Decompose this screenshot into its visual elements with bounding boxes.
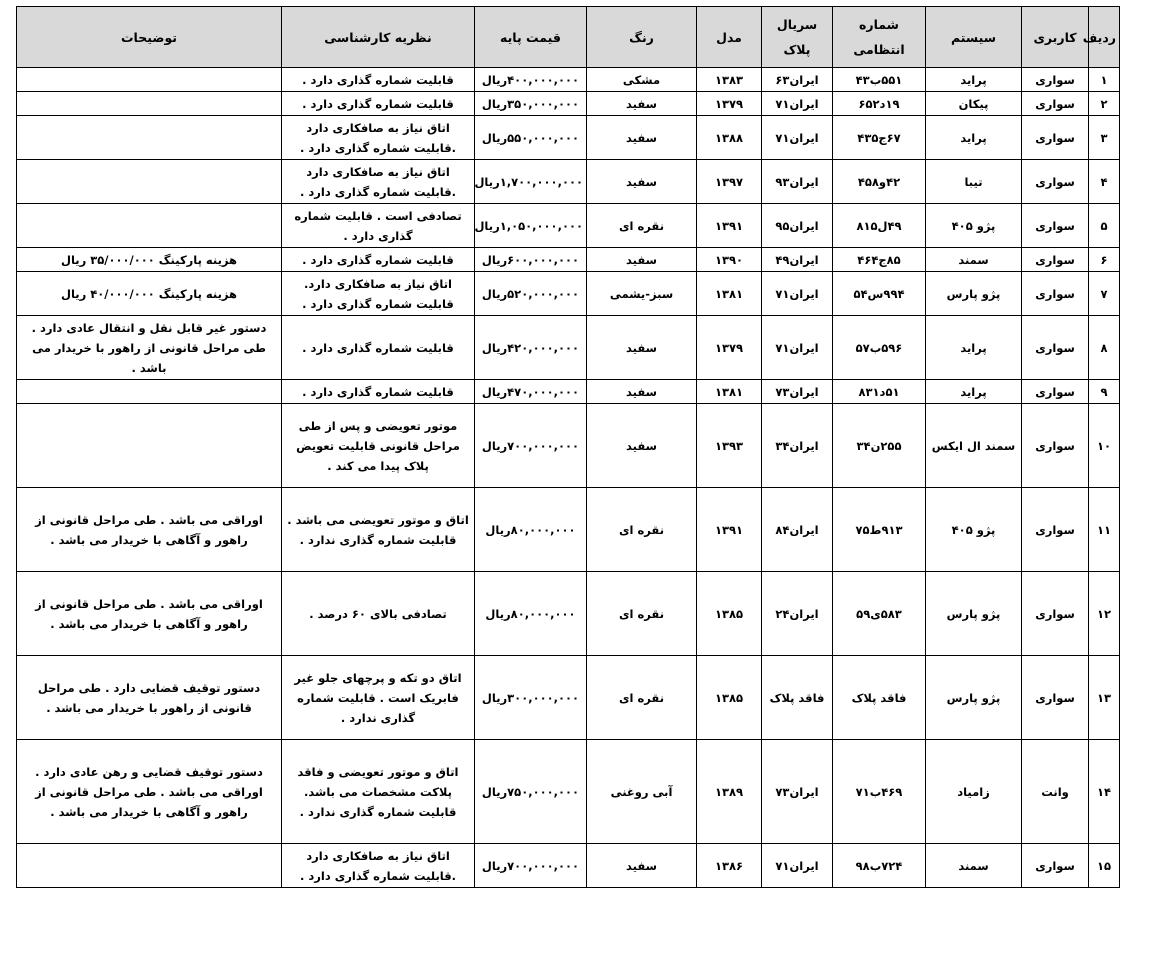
cell-row-number: ۱۳	[1089, 656, 1120, 740]
cell-system: پیکان	[926, 92, 1022, 116]
cell-police-number: ۴۲و۴۵۸	[833, 160, 926, 204]
cell-police-number: ۴۶۹ب۷۱	[833, 740, 926, 844]
cell-row-number: ۱۰	[1089, 404, 1120, 488]
cell-row-number: ۱۲	[1089, 572, 1120, 656]
cell-plate-serial: ایران۲۴	[762, 572, 833, 656]
cell-usage: سواری	[1022, 116, 1089, 160]
cell-notes	[17, 844, 282, 888]
table-row	[17, 656, 1120, 740]
cell-system: پژو پارس	[926, 572, 1022, 656]
cell-color: آبی روغنی	[587, 740, 697, 844]
cell-system: زامیاد	[926, 740, 1022, 844]
cell-notes: هزینه پارکینگ ۴۰/۰۰۰/۰۰۰ ریال	[17, 272, 282, 316]
cell-plate-serial: ایران۷۳	[762, 380, 833, 404]
cell-row-number: ۴	[1089, 160, 1120, 204]
cell-system: سمند ال ایکس	[926, 404, 1022, 488]
cell-base-price: ۳۰۰,۰۰۰,۰۰۰ریال	[475, 656, 587, 740]
cell-police-number: فاقد پلاک	[833, 656, 926, 740]
cell-usage: سواری	[1022, 316, 1089, 380]
cell-usage: سواری	[1022, 272, 1089, 316]
cell-model: ۱۳۸۳	[697, 68, 762, 92]
cell-usage: سواری	[1022, 488, 1089, 572]
cell-plate-serial: ایران۷۳	[762, 740, 833, 844]
cell-row-number: ۱	[1089, 68, 1120, 92]
cell-police-number: ۵۹۶ب۵۷	[833, 316, 926, 380]
table-row	[17, 404, 1120, 488]
cell-system: پژو پارس	[926, 656, 1022, 740]
cell-base-price: ۷۰۰,۰۰۰,۰۰۰ریال	[475, 404, 587, 488]
cell-row-number: ۳	[1089, 116, 1120, 160]
cell-plate-serial: ایران۷۱	[762, 116, 833, 160]
cell-color: مشکی	[587, 68, 697, 92]
cell-color: نقره ای	[587, 572, 697, 656]
cell-plate-serial: ایران۴۹	[762, 248, 833, 272]
cell-model: ۱۳۸۱	[697, 272, 762, 316]
cell-expert-opinion: قابلیت شماره گذاری دارد .	[282, 380, 475, 404]
cell-model: ۱۳۸۵	[697, 572, 762, 656]
cell-model: ۱۳۹۷	[697, 160, 762, 204]
cell-notes	[17, 160, 282, 204]
header-police-number: شماره انتظامی	[833, 7, 926, 68]
table-row	[17, 272, 1120, 316]
cell-police-number: ۷۲۴ب۹۸	[833, 844, 926, 888]
cell-row-number: ۶	[1089, 248, 1120, 272]
cell-color: سبز-یشمی	[587, 272, 697, 316]
header-system: سیستم	[926, 7, 1022, 68]
cell-usage: سواری	[1022, 404, 1089, 488]
header-model: مدل	[697, 7, 762, 68]
cell-plate-serial: فاقد پلاک	[762, 656, 833, 740]
cell-police-number: ۶۷ج۴۳۵	[833, 116, 926, 160]
table-row	[17, 92, 1120, 116]
cell-row-number: ۸	[1089, 316, 1120, 380]
cell-color: سفید	[587, 160, 697, 204]
cell-plate-serial: ایران۷۱	[762, 92, 833, 116]
cell-row-number: ۲	[1089, 92, 1120, 116]
cell-color: سفید	[587, 92, 697, 116]
vehicle-auction-table	[16, 6, 1120, 888]
cell-expert-opinion: تصادفی بالای ۶۰ درصد .	[282, 572, 475, 656]
cell-row-number: ۱۵	[1089, 844, 1120, 888]
table-row	[17, 316, 1120, 380]
table-row	[17, 160, 1120, 204]
cell-color: نقره ای	[587, 204, 697, 248]
cell-notes	[17, 204, 282, 248]
cell-notes: دستور غیر قابل نقل و انتقال عادی دارد . طی مراحل قانونی از راهور با خریدار می باشد .	[17, 316, 282, 380]
cell-expert-opinion: تصادفی است . قابلیت شماره گذاری دارد .	[282, 204, 475, 248]
cell-expert-opinion: اتاق و موتور تعویضی می باشد . قابلیت شماره گذاری ندارد .	[282, 488, 475, 572]
cell-base-price: ۱,۷۰۰,۰۰۰,۰۰۰ریال	[475, 160, 587, 204]
cell-police-number: ۱۹د۶۵۲	[833, 92, 926, 116]
cell-color: سفید	[587, 116, 697, 160]
cell-expert-opinion: اتاق نیاز به صافکاری دارد .قابلیت شماره گذاری دارد .	[282, 116, 475, 160]
cell-model: ۱۳۹۱	[697, 204, 762, 248]
cell-base-price: ۷۵۰,۰۰۰,۰۰۰ریال	[475, 740, 587, 844]
cell-expert-opinion: اتاق و موتور تعویضی و فاقد پلاکت مشخصات می باشد. قابلیت شماره گذاری ندارد .	[282, 740, 475, 844]
table-row	[17, 68, 1120, 92]
header-usage: کاربری	[1022, 7, 1089, 68]
cell-police-number: ۸۵ج۴۶۴	[833, 248, 926, 272]
cell-color: نقره ای	[587, 656, 697, 740]
cell-base-price: ۷۰۰,۰۰۰,۰۰۰ریال	[475, 844, 587, 888]
cell-base-price: ۸۰,۰۰۰,۰۰۰ریال	[475, 572, 587, 656]
cell-notes	[17, 116, 282, 160]
cell-expert-opinion: اتاق نیاز به صافکاری دارد .قابلیت شماره گذاری دارد .	[282, 160, 475, 204]
cell-police-number: ۵۸۳ی۵۹	[833, 572, 926, 656]
cell-color: سفید	[587, 316, 697, 380]
cell-row-number: ۷	[1089, 272, 1120, 316]
cell-system: سمند	[926, 844, 1022, 888]
cell-expert-opinion: اتاق نیاز به صافکاری دارد. قابلیت شماره گذاری دارد .	[282, 272, 475, 316]
cell-model: ۱۳۷۹	[697, 316, 762, 380]
cell-police-number: ۵۱د۸۳۱	[833, 380, 926, 404]
cell-system: تیبا	[926, 160, 1022, 204]
cell-row-number: ۱۱	[1089, 488, 1120, 572]
header-notes: توضیحات	[17, 7, 282, 68]
cell-plate-serial: ایران۳۴	[762, 404, 833, 488]
cell-row-number: ۱۴	[1089, 740, 1120, 844]
cell-base-price: ۴۷۰,۰۰۰,۰۰۰ریال	[475, 380, 587, 404]
cell-expert-opinion: اتاق دو تکه و پرچهای جلو غیر فابریک است . قابلیت شماره گذاری ندارد .	[282, 656, 475, 740]
cell-expert-opinion: اتاق نیاز به صافکاری دارد .قابلیت شماره گذاری دارد .	[282, 844, 475, 888]
cell-model: ۱۳۸۵	[697, 656, 762, 740]
cell-expert-opinion: قابلیت شماره گذاری دارد .	[282, 248, 475, 272]
cell-notes: اوراقی می باشد . طی مراحل قانونی از راهور و آگاهی با خریدار می باشد .	[17, 572, 282, 656]
cell-usage: سواری	[1022, 68, 1089, 92]
cell-plate-serial: ایران۶۳	[762, 68, 833, 92]
table-row	[17, 572, 1120, 656]
header-expert-opinion: نظریه کارشناسی	[282, 7, 475, 68]
header-base-price: قیمت پایه	[475, 7, 587, 68]
cell-notes: دستور توقیف قضایی دارد . طی مراحل قانونی از راهور با خریدار می باشد .	[17, 656, 282, 740]
table-row	[17, 116, 1120, 160]
cell-usage: سواری	[1022, 92, 1089, 116]
cell-base-price: ۵۲۰,۰۰۰,۰۰۰ریال	[475, 272, 587, 316]
cell-row-number: ۵	[1089, 204, 1120, 248]
cell-plate-serial: ایران۷۱	[762, 844, 833, 888]
cell-usage: سواری	[1022, 160, 1089, 204]
cell-usage: سواری	[1022, 248, 1089, 272]
cell-usage: وانت	[1022, 740, 1089, 844]
cell-system: پراید	[926, 316, 1022, 380]
cell-base-price: ۳۵۰,۰۰۰,۰۰۰ریال	[475, 92, 587, 116]
table-row	[17, 248, 1120, 272]
cell-system: پراید	[926, 380, 1022, 404]
cell-base-price: ۴۰۰,۰۰۰,۰۰۰ریال	[475, 68, 587, 92]
cell-color: نقره ای	[587, 488, 697, 572]
header-color: رنگ	[587, 7, 697, 68]
cell-plate-serial: ایران۸۴	[762, 488, 833, 572]
cell-system: پژو پارس	[926, 272, 1022, 316]
table-body	[17, 68, 1120, 888]
cell-model: ۱۳۸۸	[697, 116, 762, 160]
table-row	[17, 380, 1120, 404]
cell-row-number: ۹	[1089, 380, 1120, 404]
cell-system: پژو ۴۰۵	[926, 488, 1022, 572]
cell-police-number: ۹۹۴س۵۴	[833, 272, 926, 316]
cell-notes	[17, 404, 282, 488]
cell-notes: دستور توقیف قضایی و رهن عادی دارد . اوراقی می باشد . طی مراحل قانونی از راهور و آگاهی با خریدار می باشد .	[17, 740, 282, 844]
cell-color: سفید	[587, 380, 697, 404]
header-plate-serial: سریال پلاک	[762, 7, 833, 68]
cell-police-number: ۴۹ل۸۱۵	[833, 204, 926, 248]
cell-notes	[17, 92, 282, 116]
cell-model: ۱۳۹۰	[697, 248, 762, 272]
cell-expert-opinion: موتور تعویضی و پس از طی مراحل قانونی قابلیت تعویض پلاک پیدا می کند .	[282, 404, 475, 488]
cell-system: سمند	[926, 248, 1022, 272]
cell-model: ۱۳۸۶	[697, 844, 762, 888]
cell-system: پراید	[926, 68, 1022, 92]
header-row-number: ردیف	[1089, 7, 1120, 68]
cell-plate-serial: ایران۷۱	[762, 272, 833, 316]
cell-expert-opinion: قابلیت شماره گذاری دارد .	[282, 316, 475, 380]
cell-usage: سواری	[1022, 572, 1089, 656]
cell-plate-serial: ایران۹۵	[762, 204, 833, 248]
cell-expert-opinion: قابلیت شماره گذاری دارد .	[282, 68, 475, 92]
cell-plate-serial: ایران۹۳	[762, 160, 833, 204]
cell-police-number: ۵۵۱ب۴۳	[833, 68, 926, 92]
cell-base-price: ۴۲۰,۰۰۰,۰۰۰ریال	[475, 316, 587, 380]
cell-model: ۱۳۸۱	[697, 380, 762, 404]
cell-police-number: ۹۱۳ط۷۵	[833, 488, 926, 572]
cell-plate-serial: ایران۷۱	[762, 316, 833, 380]
cell-base-price: ۵۵۰,۰۰۰,۰۰۰ریال	[475, 116, 587, 160]
table-row	[17, 740, 1120, 844]
cell-notes: هزینه پارکینگ ۳۵/۰۰۰/۰۰۰ ریال	[17, 248, 282, 272]
cell-system: پراید	[926, 116, 1022, 160]
table-row	[17, 488, 1120, 572]
cell-color: سفید	[587, 248, 697, 272]
cell-usage: سواری	[1022, 380, 1089, 404]
cell-expert-opinion: قابلیت شماره گذاری دارد .	[282, 92, 475, 116]
cell-notes	[17, 68, 282, 92]
cell-notes: اوراقی می باشد . طی مراحل قانونی از راهور و آگاهی با خریدار می باشد .	[17, 488, 282, 572]
table-row	[17, 204, 1120, 248]
cell-model: ۱۳۹۱	[697, 488, 762, 572]
cell-base-price: ۸۰,۰۰۰,۰۰۰ریال	[475, 488, 587, 572]
cell-system: پژو ۴۰۵	[926, 204, 1022, 248]
cell-model: ۱۳۸۹	[697, 740, 762, 844]
cell-base-price: ۱,۰۵۰,۰۰۰,۰۰۰ریال	[475, 204, 587, 248]
cell-usage: سواری	[1022, 204, 1089, 248]
table-row	[17, 844, 1120, 888]
cell-usage: سواری	[1022, 656, 1089, 740]
cell-model: ۱۳۷۹	[697, 92, 762, 116]
cell-usage: سواری	[1022, 844, 1089, 888]
cell-color: سفید	[587, 404, 697, 488]
cell-base-price: ۶۰۰,۰۰۰,۰۰۰ریال	[475, 248, 587, 272]
cell-model: ۱۳۹۳	[697, 404, 762, 488]
header-row	[17, 7, 1120, 68]
cell-color: سفید	[587, 844, 697, 888]
cell-notes	[17, 380, 282, 404]
cell-police-number: ۲۵۵ن۳۴	[833, 404, 926, 488]
